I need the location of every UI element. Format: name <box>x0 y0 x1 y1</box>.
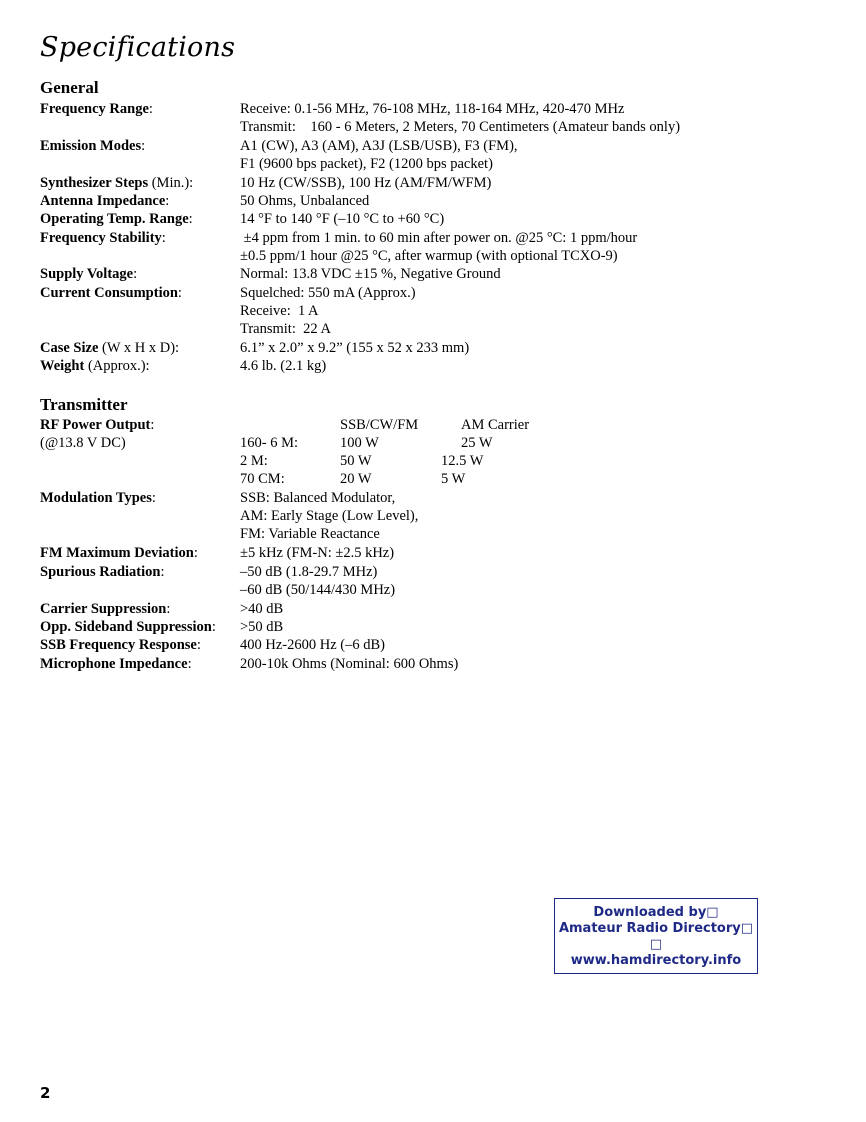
badge-line: Downloaded by□ <box>593 905 719 920</box>
spec-label: Frequency Range: <box>40 101 153 117</box>
spec-label: Case Size (W x H x D): <box>40 340 180 356</box>
spec-label: Opp. Sideband Suppression: <box>40 619 216 635</box>
spec-value: A1 (CW), A3 (AM), A3J (LSB/USB), F3 (FM), <box>240 138 518 154</box>
spec-value: ±5 kHz (FM-N: ±2.5 kHz) <box>240 545 395 561</box>
power-am: 12.5 W <box>441 453 484 469</box>
spec-label: Modulation Types: <box>40 490 156 506</box>
power-ssb: 20 W <box>340 471 372 487</box>
spec-value: Receive: 1 A <box>240 303 319 319</box>
spec-label: Antenna Impedance: <box>40 193 170 209</box>
spec-value: Transmit: 22 A <box>240 321 331 337</box>
spec-label: Supply Voltage: <box>40 266 138 282</box>
spec-label: Microphone Impedance: <box>40 656 192 672</box>
spec-value: 6.1” x 2.0” x 9.2” (155 x 52 x 233 mm) <box>240 340 470 356</box>
spec-value: ±0.5 ppm/1 hour @25 °C, after warmup (with optional TCXO-9) <box>240 248 618 264</box>
power-ssb: 100 W <box>340 435 379 451</box>
page-number: 2 <box>40 1084 51 1102</box>
spec-value: 4.6 lb. (2.1 kg) <box>240 358 327 374</box>
badge-line: □ <box>649 937 663 952</box>
spec-label: Synthesizer Steps (Min.): <box>40 175 194 191</box>
spec-value: >40 dB <box>240 601 284 617</box>
spec-value: Squelched: 550 mA (Approx.) <box>240 285 416 301</box>
spec-label: Spurious Radiation: <box>40 564 165 580</box>
spec-label: Operating Temp. Range: <box>40 211 193 227</box>
spec-value: 10 Hz (CW/SSB), 100 Hz (AM/FM/WFM) <box>240 175 492 191</box>
page-title: Specifications <box>40 32 236 63</box>
spec-label: Carrier Suppression: <box>40 601 171 617</box>
spec-label: (@13.8 V DC) <box>40 435 126 451</box>
power-am: 25 W <box>461 435 493 451</box>
spec-value: 50 Ohms, Unbalanced <box>240 193 370 209</box>
spec-value: ±4 ppm from 1 min. to 60 min after power on. @25 °C: 1 ppm/hour <box>240 230 638 246</box>
spec-value: Receive: 0.1-56 MHz, 76-108 MHz, 118-164 MHz, 420-470 MHz <box>240 101 625 117</box>
spec-value: FM: Variable Reactance <box>240 526 380 542</box>
spec-value: Transmit: 160 - 6 Meters, 2 Meters, 70 Centimeters (Amateur bands only) <box>240 119 681 135</box>
spec-label: Frequency Stability: <box>40 230 166 246</box>
spec-value: Normal: 13.8 VDC ±15 %, Negative Ground <box>240 266 501 282</box>
spec-label: Current Consumption: <box>40 285 182 301</box>
spec-value: SSB: Balanced Modulator, <box>240 490 396 506</box>
badge-line: Amateur Radio Directory□ <box>558 921 754 936</box>
spec-value: –60 dB (50/144/430 MHz) <box>240 582 396 598</box>
spec-label: SSB Frequency Response: <box>40 637 201 653</box>
column-header-ssb: SSB/CW/FM <box>340 417 419 433</box>
transmitter-heading: Transmitter <box>40 395 128 414</box>
spec-label: FM Maximum Deviation: <box>40 545 198 561</box>
spec-value: 400 Hz-2600 Hz (–6 dB) <box>240 637 385 653</box>
power-band: 2 M: <box>240 453 268 469</box>
spec-label: Emission Modes: <box>40 138 146 154</box>
spec-value: >50 dB <box>240 619 284 635</box>
badge-url-link[interactable]: www.hamdirectory.info <box>570 953 742 968</box>
download-badge <box>554 898 758 974</box>
spec-value: 14 °F to 140 °F (–10 °C to +60 °C) <box>240 211 445 227</box>
spec-label: RF Power Output: <box>40 417 155 433</box>
power-band: 160- 6 M: <box>240 435 298 451</box>
spec-value: 200-10k Ohms (Nominal: 600 Ohms) <box>240 656 459 672</box>
power-am: 5 W <box>441 471 466 487</box>
column-header-am: AM Carrier <box>461 417 530 433</box>
spec-label: Weight (Approx.): <box>40 358 150 374</box>
spec-value: –50 dB (1.8-29.7 MHz) <box>240 564 378 580</box>
power-ssb: 50 W <box>340 453 372 469</box>
general-heading: General <box>40 78 99 97</box>
power-band: 70 CM: <box>240 471 285 487</box>
spec-value: AM: Early Stage (Low Level), <box>240 508 419 524</box>
spec-value: F1 (9600 bps packet), F2 (1200 bps packet) <box>240 156 493 172</box>
